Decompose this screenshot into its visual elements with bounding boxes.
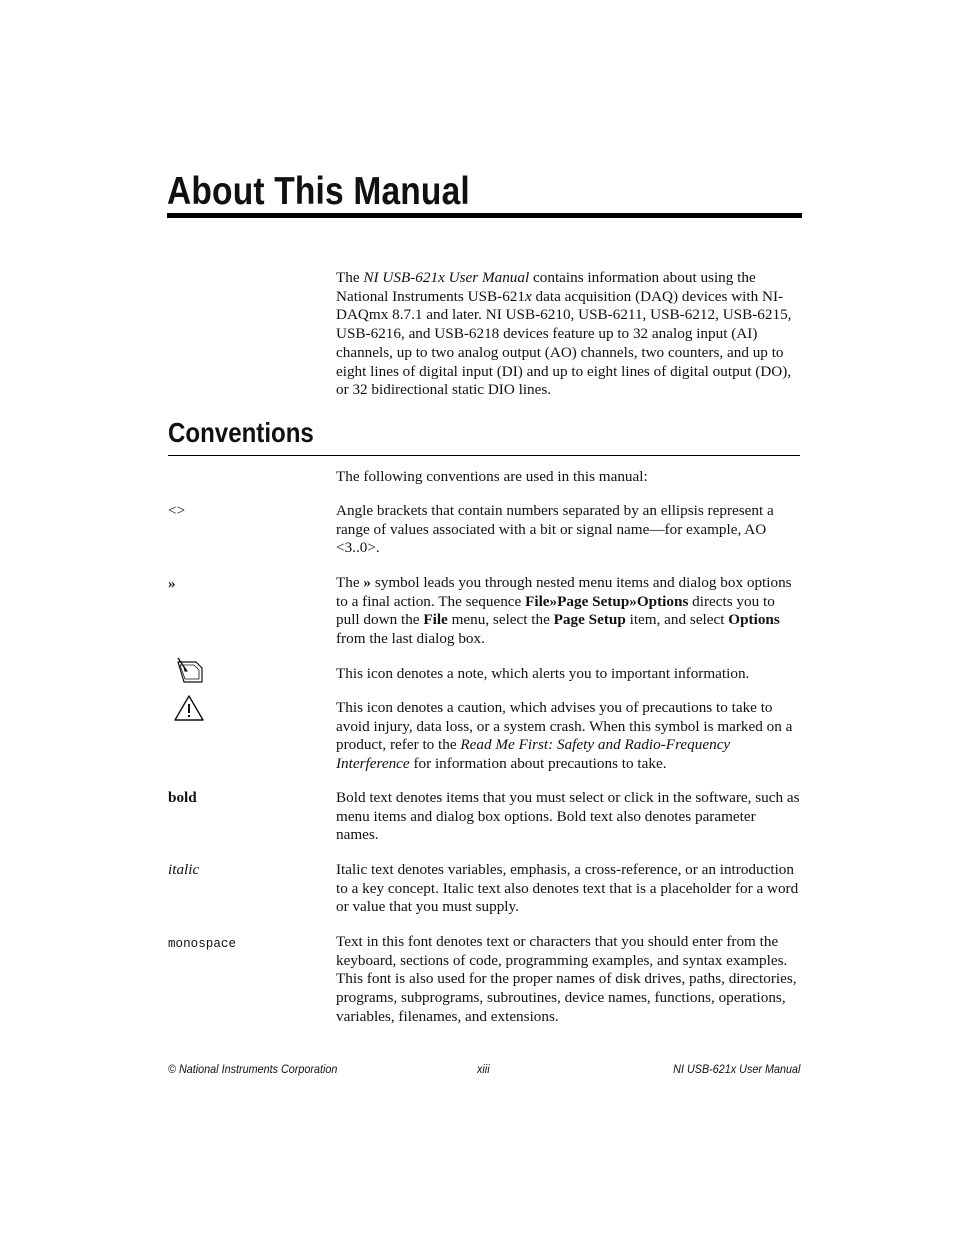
desc-angle-brackets: Angle brackets that contain numbers separated by an ellipsis represent a range of values associated with a bit or signal name—for example, AO <3..0>.: [336, 502, 774, 557]
title-rule: [167, 213, 802, 218]
desc-chevron: The » symbol leads you through nested menu items and dialog box options to a final action. The sequence File»Page Setup»Options directs you to pull down the File menu, select the Page Setup item, and select Options from the last dialog box.: [336, 574, 792, 648]
intro-paragraph: The NI USB-621x User Manual contains information about using the National Instruments USB-621x data acquisition (DAQ) devices with NI-DAQmx 8.7.1 and later. NI USB-6210, USB-6211, USB-6212, USB-6215, USB-6216, and USB-6218 devices feature up to 32 analog input (AI) channels, up to two analog output (AO) channels, two counters, and up to eight lines of digital input (DI) and up to eight lines of digital output (DO), or 32 bidirectional static DIO lines.: [336, 269, 792, 399]
footer-copyright: © National Instruments Corporation: [168, 1062, 338, 1076]
conventions-rule: [168, 455, 800, 456]
term-angle-brackets: <>: [168, 502, 186, 519]
note-icon: [172, 656, 206, 686]
term-italic: italic: [168, 861, 200, 878]
footer-manual-title: NI USB-621x User Manual: [672, 1062, 800, 1076]
term-chevron: »: [168, 575, 176, 592]
desc-italic: Italic text denotes variables, emphasis, a cross-reference, or an introduction to a key concept. Italic text also denotes text that is a placeholder for a word or value that you must supply.: [336, 861, 799, 916]
term-bold: bold: [168, 789, 197, 806]
desc-monospace: Text in this font denotes text or characters that you should enter from the keyboard, sections of code, programming examples, and syntax examples. This font is also used for the proper names of disk drives, paths, directories, programs, subprograms, subroutines, device names, functions, operations, variables, filenames, and extensions.: [336, 933, 797, 1025]
conventions-lead: The following conventions are used in this manual:: [336, 468, 648, 485]
page-title: About This Manual: [167, 170, 470, 213]
caution-icon: [172, 693, 206, 723]
desc-caution: This icon denotes a caution, which advises you of precautions to take to avoid injury, data loss, or a system crash. When this symbol is marked on a product, refer to the Read Me First: Safety and Radio-Frequency Interference for information about precautions to take.: [336, 699, 793, 773]
desc-note: This icon denotes a note, which alerts you to important information.: [336, 665, 750, 682]
footer-page-number: xiii: [477, 1062, 490, 1076]
term-monospace: monospace: [168, 937, 237, 951]
desc-bold: Bold text denotes items that you must select or click in the software, such as menu items and dialog box options. Bold text also denotes parameter names.: [336, 789, 800, 844]
conventions-heading: Conventions: [168, 417, 314, 448]
